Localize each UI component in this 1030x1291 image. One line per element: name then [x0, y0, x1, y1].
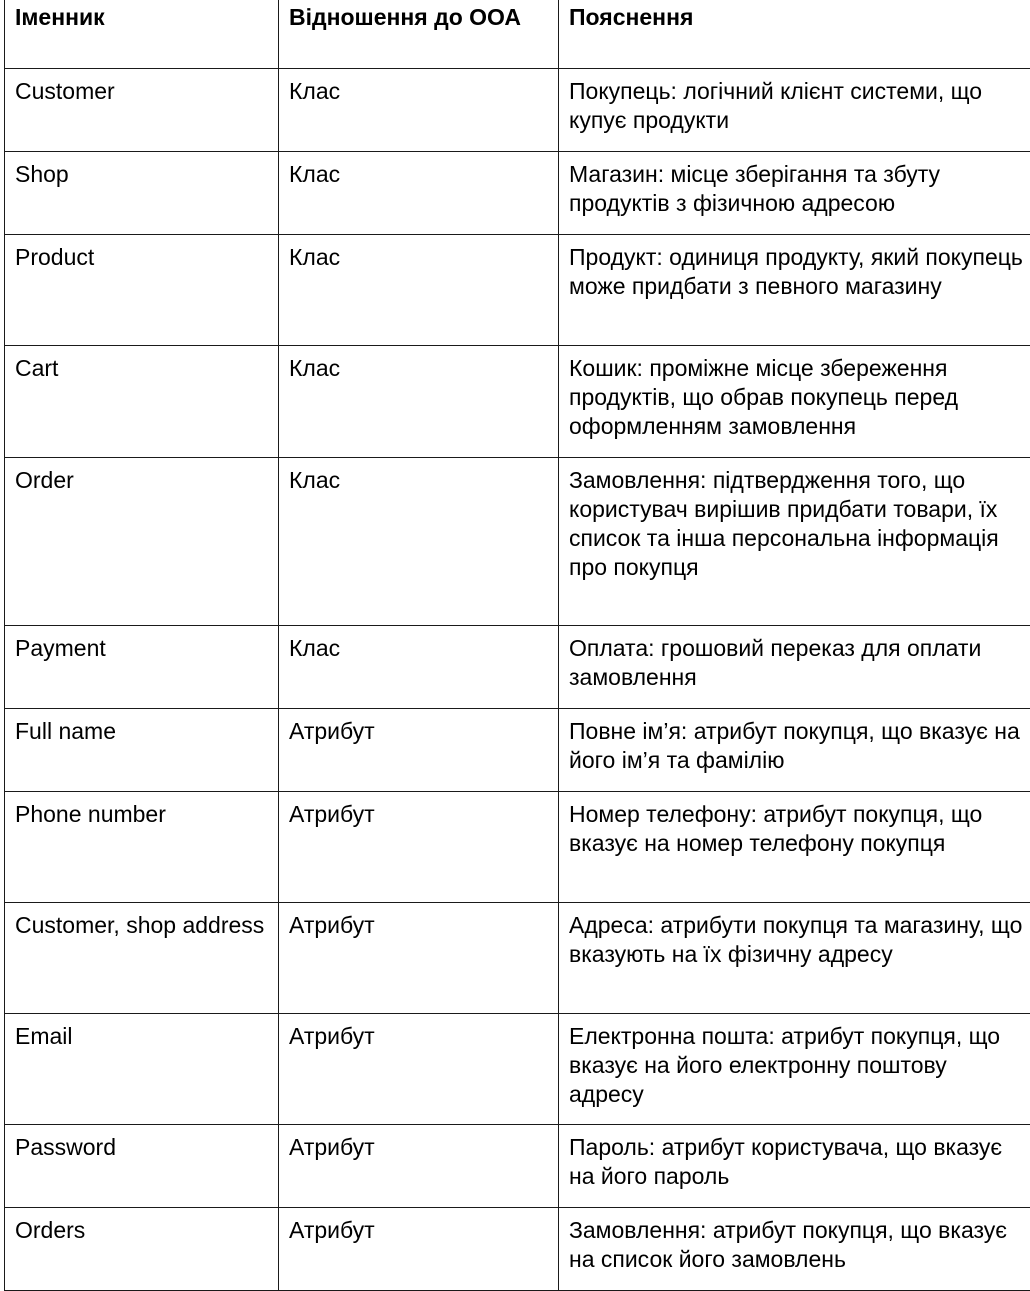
table-row [5, 346, 1030, 458]
relation-cell: Клас [279, 346, 559, 458]
noun-cell: Payment [5, 626, 279, 709]
nouns-table [4, 0, 1030, 1291]
explanation-cell: Продукт: одиниця продукту, який покупець може придбати з певного магазину [559, 235, 1030, 346]
explanation-cell: Номер телефону: атрибут покупця, що вказує на номер телефону покупця [559, 792, 1030, 903]
noun-cell: Order [5, 458, 279, 626]
relation-cell: Клас [279, 235, 559, 346]
relation-cell: Атрибут [279, 903, 559, 1014]
relation-cell: Клас [279, 152, 559, 235]
noun-cell: Cart [5, 346, 279, 458]
relation-cell: Атрибут [279, 709, 559, 792]
header-explanation: Пояснення [559, 0, 1030, 69]
relation-cell: Клас [279, 626, 559, 709]
explanation-cell: Повне ім’я: атрибут покупця, що вказує на його ім’я та фамілію [559, 709, 1030, 792]
table-row [5, 626, 1030, 709]
table-row [5, 709, 1030, 792]
header-relation: Відношення до ООА [279, 0, 559, 69]
explanation-cell: Адреса: атрибути покупця та магазину, що вказують на їх фізичну адресу [559, 903, 1030, 1014]
noun-cell: Phone number [5, 792, 279, 903]
noun-cell: Customer [5, 69, 279, 152]
table-row [5, 792, 1030, 903]
table-row [5, 1125, 1030, 1208]
table-row [5, 458, 1030, 626]
noun-cell: Customer, shop address [5, 903, 279, 1014]
header-noun: Іменник [5, 0, 279, 69]
relation-cell: Атрибут [279, 1014, 559, 1125]
noun-cell: Orders [5, 1208, 279, 1291]
table-row [5, 903, 1030, 1014]
relation-cell: Клас [279, 458, 559, 626]
relation-cell: Атрибут [279, 1208, 559, 1291]
table-row [5, 69, 1030, 152]
explanation-cell: Пароль: атрибут користувача, що вказує на його пароль [559, 1125, 1030, 1208]
table-header-row [5, 0, 1030, 69]
table-row [5, 235, 1030, 346]
relation-cell: Клас [279, 69, 559, 152]
explanation-cell: Кошик: проміжне місце збереження продуктів, що обрав покупець перед оформленням замовлення [559, 346, 1030, 458]
noun-cell: Email [5, 1014, 279, 1125]
explanation-cell: Оплата: грошовий переказ для оплати замовлення [559, 626, 1030, 709]
relation-cell: Атрибут [279, 1125, 559, 1208]
table-row [5, 1014, 1030, 1125]
relation-cell: Атрибут [279, 792, 559, 903]
explanation-cell: Покупець: логічний клієнт системи, що купує продукти [559, 69, 1030, 152]
noun-cell: Password [5, 1125, 279, 1208]
table-row [5, 1208, 1030, 1291]
noun-cell: Product [5, 235, 279, 346]
explanation-cell: Замовлення: атрибут покупця, що вказує на список його замовлень [559, 1208, 1030, 1291]
noun-cell: Shop [5, 152, 279, 235]
table-row [5, 152, 1030, 235]
explanation-cell: Замовлення: підтвердження того, що користувач вирішив придбати товари, їх список та інша персональна інформація про покупця [559, 458, 1030, 626]
explanation-cell: Магазин: місце зберігання та збуту продуктів з фізичною адресою [559, 152, 1030, 235]
explanation-cell: Електронна пошта: атрибут покупця, що вказує на його електронну поштову адресу [559, 1014, 1030, 1125]
noun-cell: Full name [5, 709, 279, 792]
